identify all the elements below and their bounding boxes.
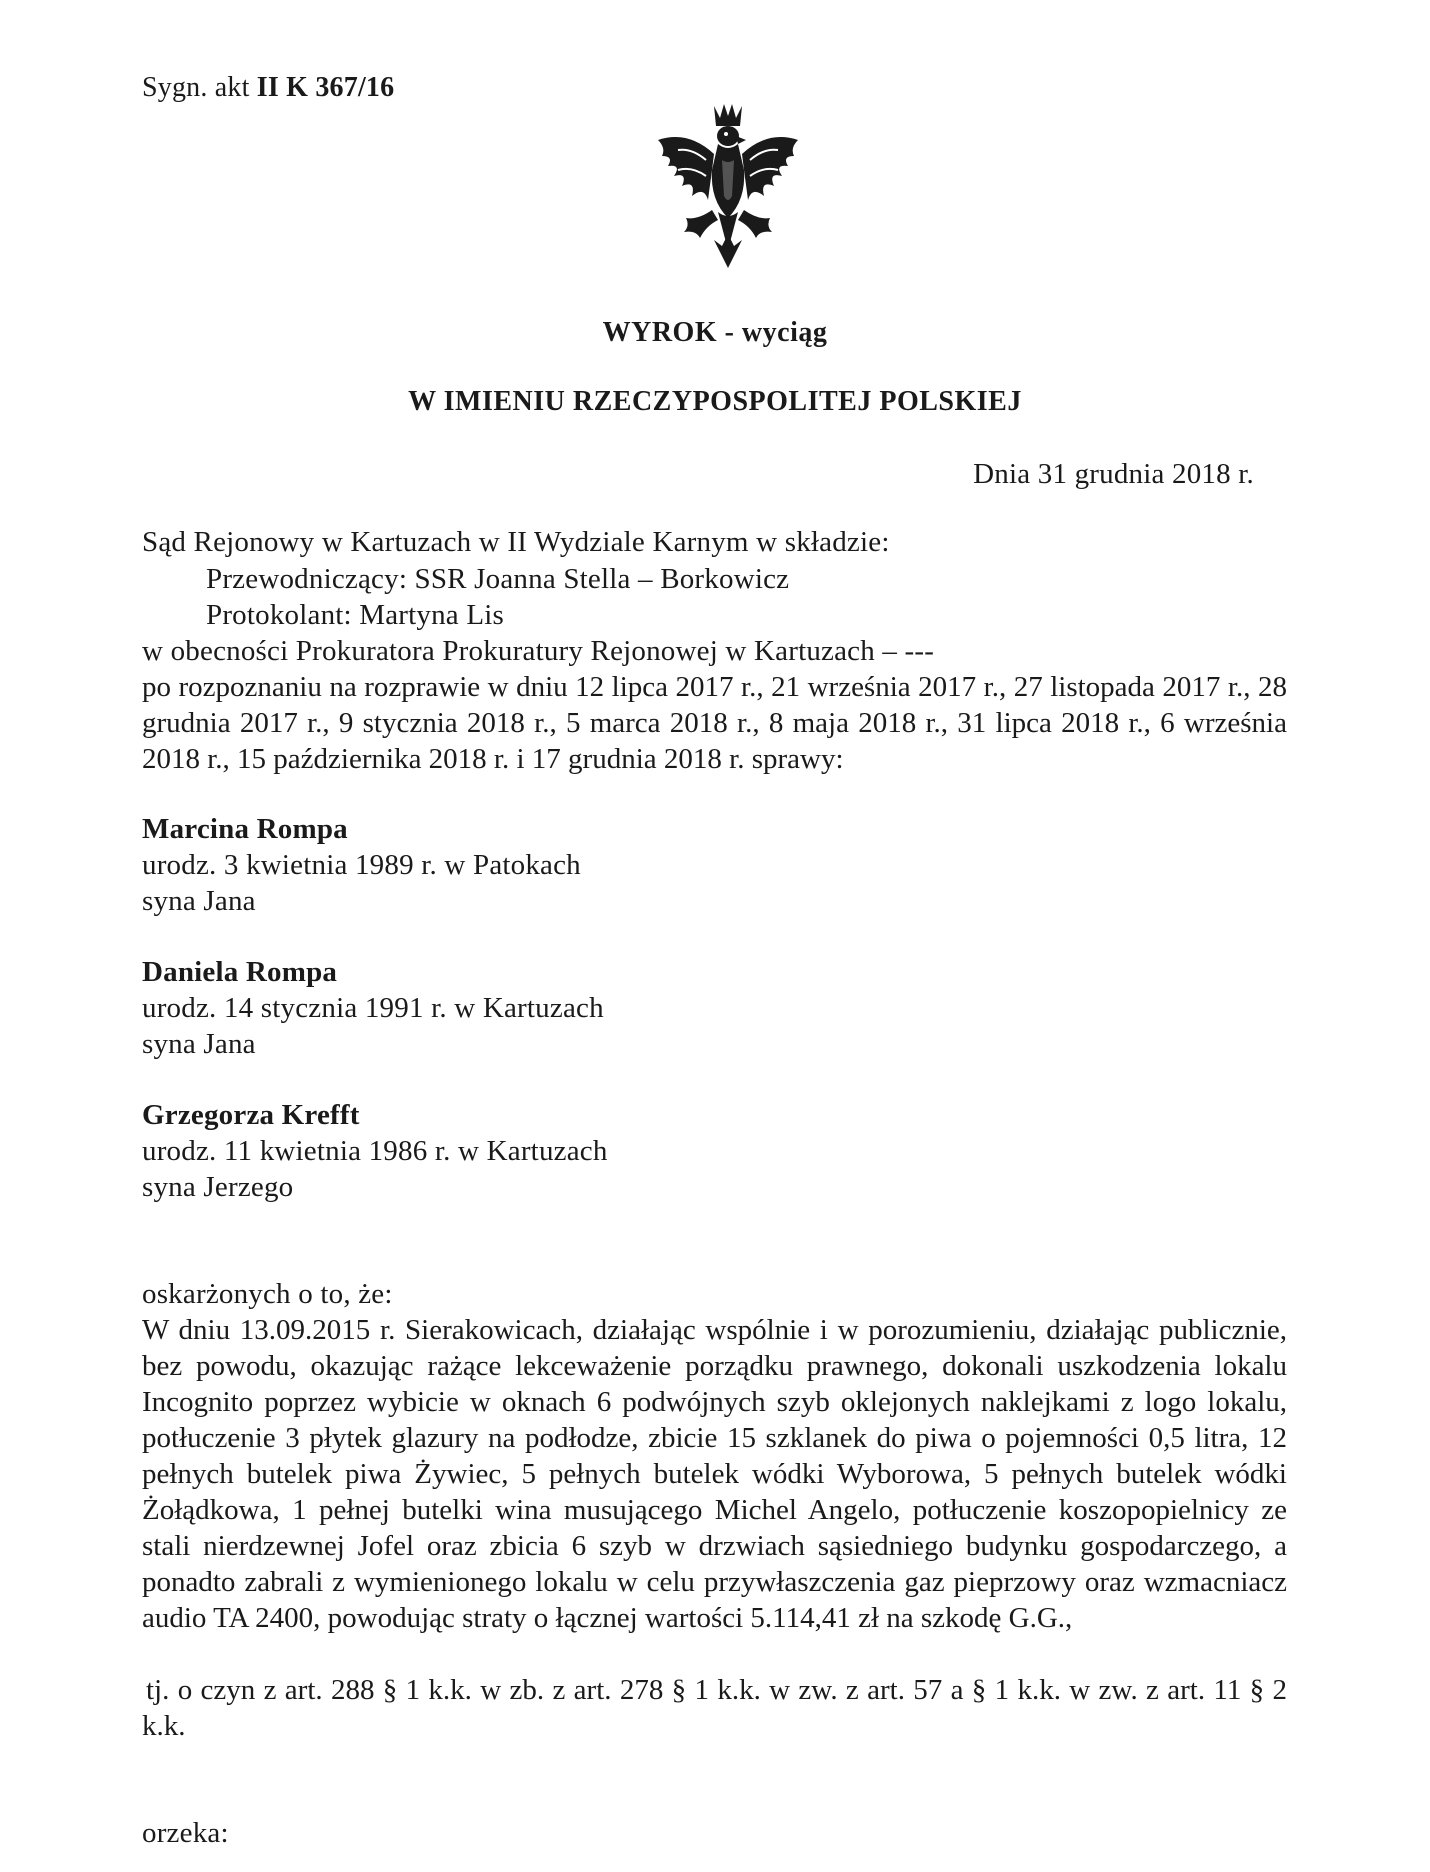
charges-intro: oskarżonych o to, że: <box>142 1278 393 1310</box>
case-signature <box>142 70 394 106</box>
defendant-1-name: Marcina Rompa <box>142 813 348 845</box>
court-clerk: Protokolant: Martyna Lis <box>206 599 504 631</box>
defendant-2-birth: urodz. 14 stycznia 1991 r. w Kartuzach <box>142 992 604 1024</box>
prosecutor-presence: w obecności Prokuratora Prokuratury Rejonowej w Kartuzach – --- <box>142 635 935 667</box>
judgment-date: Dnia 31 grudnia 2018 r. <box>973 458 1254 490</box>
case-signature-prefix: Sygn. akt <box>142 72 257 103</box>
polish-eagle-emblem-icon <box>648 100 808 280</box>
defendant-1-parent: syna Jana <box>142 885 256 917</box>
case-number: II K 367/16 <box>256 72 395 103</box>
defendant-2-name: Daniela Rompa <box>142 956 338 988</box>
hearing-dates: po rozpoznaniu na rozprawie w dniu 12 lipca 2017 r., 21 września 2017 r., 27 listopada 2017 r., 28 grudnia 2017 r., 9 stycznia 2018 r., 5 marca 2018 r., 8 maja 2018 r., 31 lipca 2018 r., 6 września 2018 r., 15 października 2018 r. i 17 grudnia 2018 r. sprawy: <box>142 671 1287 775</box>
defendant-3-birth: urodz. 11 kwietnia 1986 r. w Kartuzach <box>142 1135 608 1167</box>
document-subtitle: W IMIENIU RZECZYPOSPOLITEJ POLSKIEJ <box>408 386 1022 417</box>
defendant-3-parent: syna Jerzego <box>142 1171 294 1203</box>
court-composition: Sąd Rejonowy w Kartuzach w II Wydziale Karnym w składzie: <box>142 526 890 558</box>
defendant-3-name: Grzegorza Krefft <box>142 1099 360 1131</box>
presiding-judge: Przewodniczący: SSR Joanna Stella – Borkowicz <box>206 563 790 595</box>
document-title: WYROK - wyciąg <box>602 317 828 348</box>
ruling-intro: orzeka: <box>142 1817 229 1849</box>
defendant-2-parent: syna Jana <box>142 1028 256 1060</box>
defendant-1-birth: urodz. 3 kwietnia 1989 r. w Patokach <box>142 849 581 881</box>
charges-legal-basis: tj. o czyn z art. 288 § 1 k.k. w zb. z art. 278 § 1 k.k. w zw. z art. 57 a § 1 k.k. w zw. z art. 11 § 2 k.k. <box>142 1674 1287 1742</box>
charges-description: W dniu 13.09.2015 r. Sierakowicach, działając wspólnie i w porozumieniu, działając publicznie, bez powodu, okazując rażące lekceważenie porządku prawnego, dokonali uszkodzenia lokalu Incognito poprzez wybicie w oknach 6 podwójnych szyb oklejonych naklejkami z logo lokalu, potłuczenie 3 płytek glazury na podłodze, zbicie 15 szklanek do piwa o pojemności 0,5 litra, 12 pełnych butelek piwa Żywiec, 5 pełnych butelek wódki Wyborowa, 5 pełnych butelek wódki Żołądkowa, 1 pełnej butelki wina musującego Michel Angelo, potłuczenie koszopopielnicy ze stali nierdzewnej Jofel oraz zbicia 6 szyb w drzwiach sąsiedniego budynku gospodarczego, a ponadto zabrali z wymienionego lokalu w celu przywłaszczenia gaz pieprzowy oraz wzmacniacz audio TA 2400, powodując straty o łącznej wartości 5.114,41 zł na szkodę G.G., <box>142 1314 1287 1634</box>
